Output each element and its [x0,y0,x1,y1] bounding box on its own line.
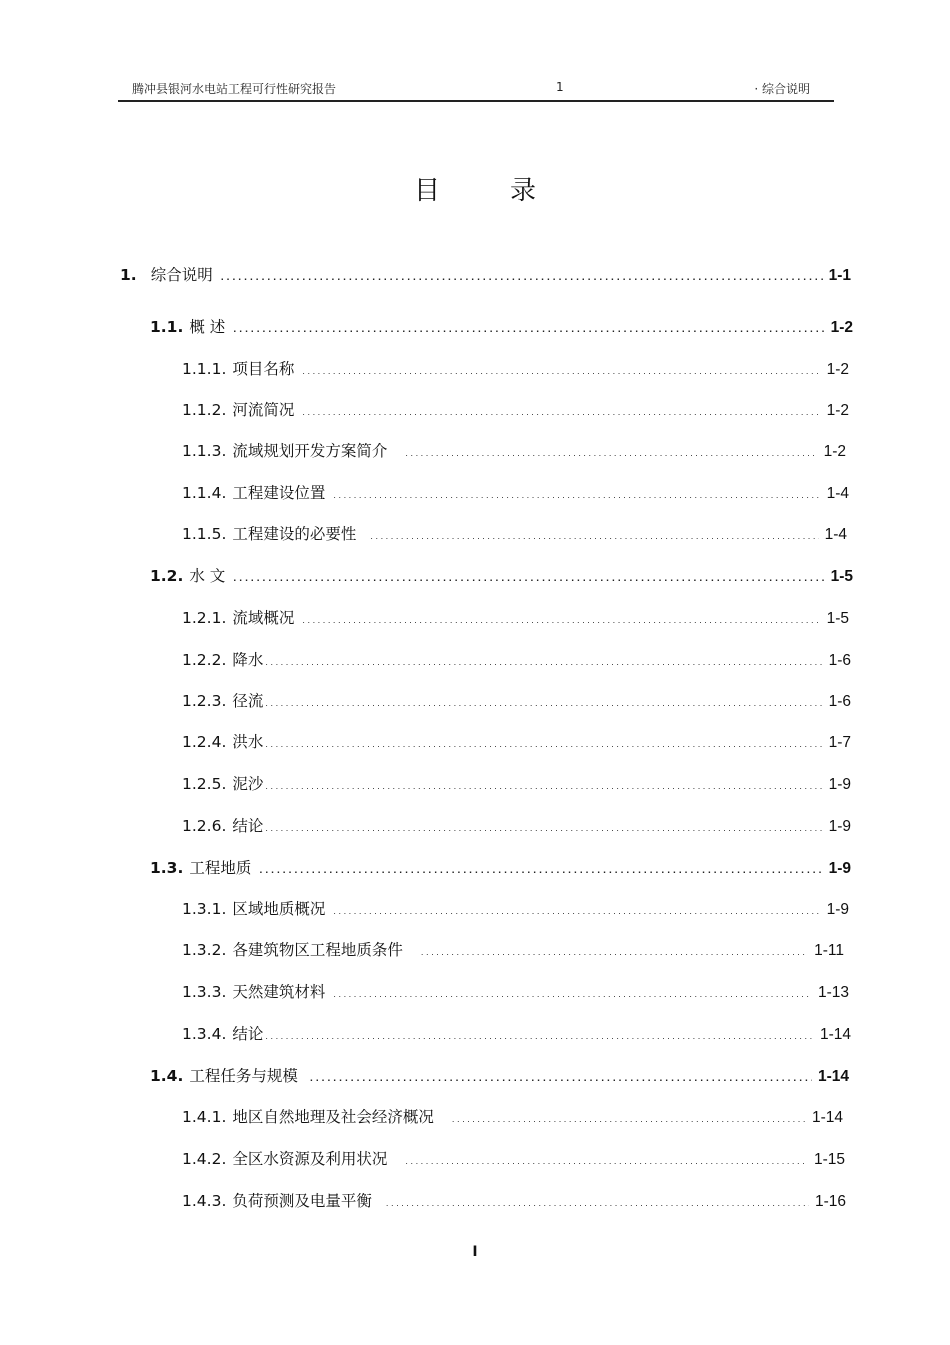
toc-entry-title: 洪水 [232,733,264,751]
toc-entry-number: 1.2.6. [182,817,227,835]
toc-dot-leader [302,606,820,633]
toc-entry-title: 综合说明 [150,266,213,284]
toc-entry-page: 1-4 [826,485,849,502]
toc-entry-title: 各建筑物区工程地质条件 [232,941,403,959]
toc-entry-title: 工程建设位置 [232,484,326,502]
toc-entry-title: 概 述 [189,318,226,336]
toc-dot-leader [302,357,820,384]
toc-entry-number: 1.2.5. [182,775,227,793]
toc-entry-title: 项目名称 [232,360,295,378]
toc-entry[interactable] [182,1147,845,1171]
toc-entry-number: 1.2. [150,567,184,585]
toc-entry-page: 1-2 [826,402,849,419]
toc-entry-page: 1-9 [828,860,851,877]
toc-entry-title: 流域规划开发方案简介 [232,442,388,460]
toc-dot-leader [265,1022,814,1049]
toc-entry-number: 1.2.3. [182,692,227,710]
toc-entry-page: 1-2 [830,319,853,336]
toc-entry[interactable] [182,357,849,381]
toc-heading-char-2: 录 [510,176,537,206]
toc-entry-page: 1-5 [830,568,853,585]
toc-dot-leader [265,772,822,799]
toc-entry-title: 径流 [232,692,264,710]
header-chapter-number: 1 [556,80,564,94]
toc-entry-number: 1.2.2. [182,651,227,669]
toc-dot-leader [386,1189,809,1216]
toc-dot-leader [452,1105,806,1132]
toc-entry-title: 负荷预测及电量平衡 [232,1192,372,1210]
toc-entry-number: 1.1.4. [182,484,227,502]
toc-entry[interactable] [182,522,847,546]
page-header [118,78,834,102]
toc-dot-leader [265,689,822,716]
toc-entry-number: 1.1.5. [182,525,227,543]
toc-entry-page: 1-14 [819,1026,851,1043]
footer-page-number: I [472,1244,478,1260]
toc-entry[interactable] [182,398,849,422]
toc-heading [0,170,950,207]
toc-dot-leader [265,648,822,675]
toc-entry-page: 1-9 [828,818,851,835]
toc-dot-leader [333,980,812,1007]
toc-entry-page: 1-4 [824,526,847,543]
toc-entry[interactable] [182,980,849,1004]
toc-entry-number: 1.3.1. [182,900,227,918]
toc-entry-title: 水 文 [189,567,226,585]
toc-dot-leader [265,730,822,757]
toc-entry-title: 结论 [232,817,264,835]
toc-entry[interactable] [120,263,851,287]
toc-dot-leader [333,481,820,508]
toc-entry-number: 1.1.1. [182,360,227,378]
toc-dot-leader [265,814,822,841]
toc-entry-number: 1.4.1. [182,1108,227,1126]
toc-dot-leader [310,1064,812,1091]
toc-dot-leader [221,263,823,290]
toc-entry-title: 地区自然地理及社会经济概况 [232,1108,434,1126]
toc-entry[interactable] [150,856,851,880]
toc-entry-page: 1-9 [826,901,849,918]
toc-entry-title: 降水 [232,651,264,669]
toc-entry[interactable] [150,1064,849,1088]
toc-entry-page: 1-2 [826,361,849,378]
toc-entry[interactable] [182,938,844,962]
toc-heading-char-1: 目 [413,176,440,206]
toc-entry[interactable] [182,1022,851,1046]
toc-entry-number: 1.1.3. [182,442,227,460]
toc-entry-number: 1.1.2. [182,401,227,419]
toc-entry-number: 1.3.2. [182,941,227,959]
toc-entry-page: 1-9 [828,776,851,793]
toc-entry-page: 1-11 [814,942,844,959]
toc-dot-leader [233,564,824,591]
toc-entry-title: 区域地质概况 [232,900,326,918]
toc-entry-page: 1-14 [811,1109,843,1126]
toc-entry-number: 1.2.1. [182,609,227,627]
toc-entry[interactable] [182,730,851,754]
toc-entry-title: 流域概况 [232,609,295,627]
toc-dot-leader [302,398,820,425]
toc-entry-number: 1.3. [150,859,184,877]
toc-entry-number: 1.3.4. [182,1025,227,1043]
toc-entry-number: 1.2.4. [182,733,227,751]
toc-dot-leader [259,856,822,883]
toc-entry-title: 工程地质 [189,859,252,877]
toc-dot-leader [370,522,818,549]
toc-entry-page: 1-14 [817,1068,849,1085]
toc-entry-title: 工程建设的必要性 [232,525,357,543]
toc-entry[interactable] [182,1105,843,1129]
toc-entry-title: 全区水资源及利用状况 [232,1150,388,1168]
toc-dot-leader [405,439,817,466]
toc-entry-title: 工程任务与规模 [189,1067,298,1085]
toc-entry-title: 结论 [232,1025,264,1043]
toc-entry-page: 1-5 [826,610,849,627]
header-report-title: 腾冲县银河水电站工程可行性研究报告 [132,82,337,96]
toc-entry-page: 1-6 [828,652,851,669]
toc-entry[interactable] [150,564,853,588]
page-footer [0,1244,950,1260]
toc-entry-page: 1-2 [823,443,846,460]
header-section-name: · 综合说明 [754,82,810,96]
toc-entry-number: 1.4. [150,1067,184,1085]
toc-entry[interactable] [182,1189,846,1213]
toc-dot-leader [333,897,820,924]
toc-entry[interactable] [150,315,853,339]
toc-entry[interactable] [182,606,849,630]
toc-entry-number: 1.3.3. [182,983,227,1001]
toc-entry-page: 1-1 [828,267,851,284]
toc-entry-title: 河流简况 [232,401,295,419]
toc-entry-title: 天然建筑材料 [232,983,326,1001]
toc-entry[interactable] [182,481,849,505]
toc-dot-leader [233,315,824,342]
toc-entry-page: 1-7 [828,734,851,751]
toc-entry-number: 1. [120,266,137,284]
toc-entry-page: 1-6 [828,693,851,710]
toc-dot-leader [405,1147,808,1174]
toc-entry[interactable] [182,814,851,838]
toc-entry[interactable] [182,689,851,713]
toc-dot-leader [421,938,808,965]
toc-entry-number: 1.1. [150,318,184,336]
toc-entry[interactable] [182,772,851,796]
toc-entry[interactable] [182,648,851,672]
toc-entry[interactable] [182,439,846,463]
toc-entry[interactable] [182,897,849,921]
toc-entry-page: 1-16 [814,1193,846,1210]
toc-entry-number: 1.4.3. [182,1192,227,1210]
toc-entry-page: 1-15 [813,1151,845,1168]
toc-entry-number: 1.4.2. [182,1150,227,1168]
toc-entry-title: 泥沙 [232,775,264,793]
toc-entry-page: 1-13 [817,984,849,1001]
